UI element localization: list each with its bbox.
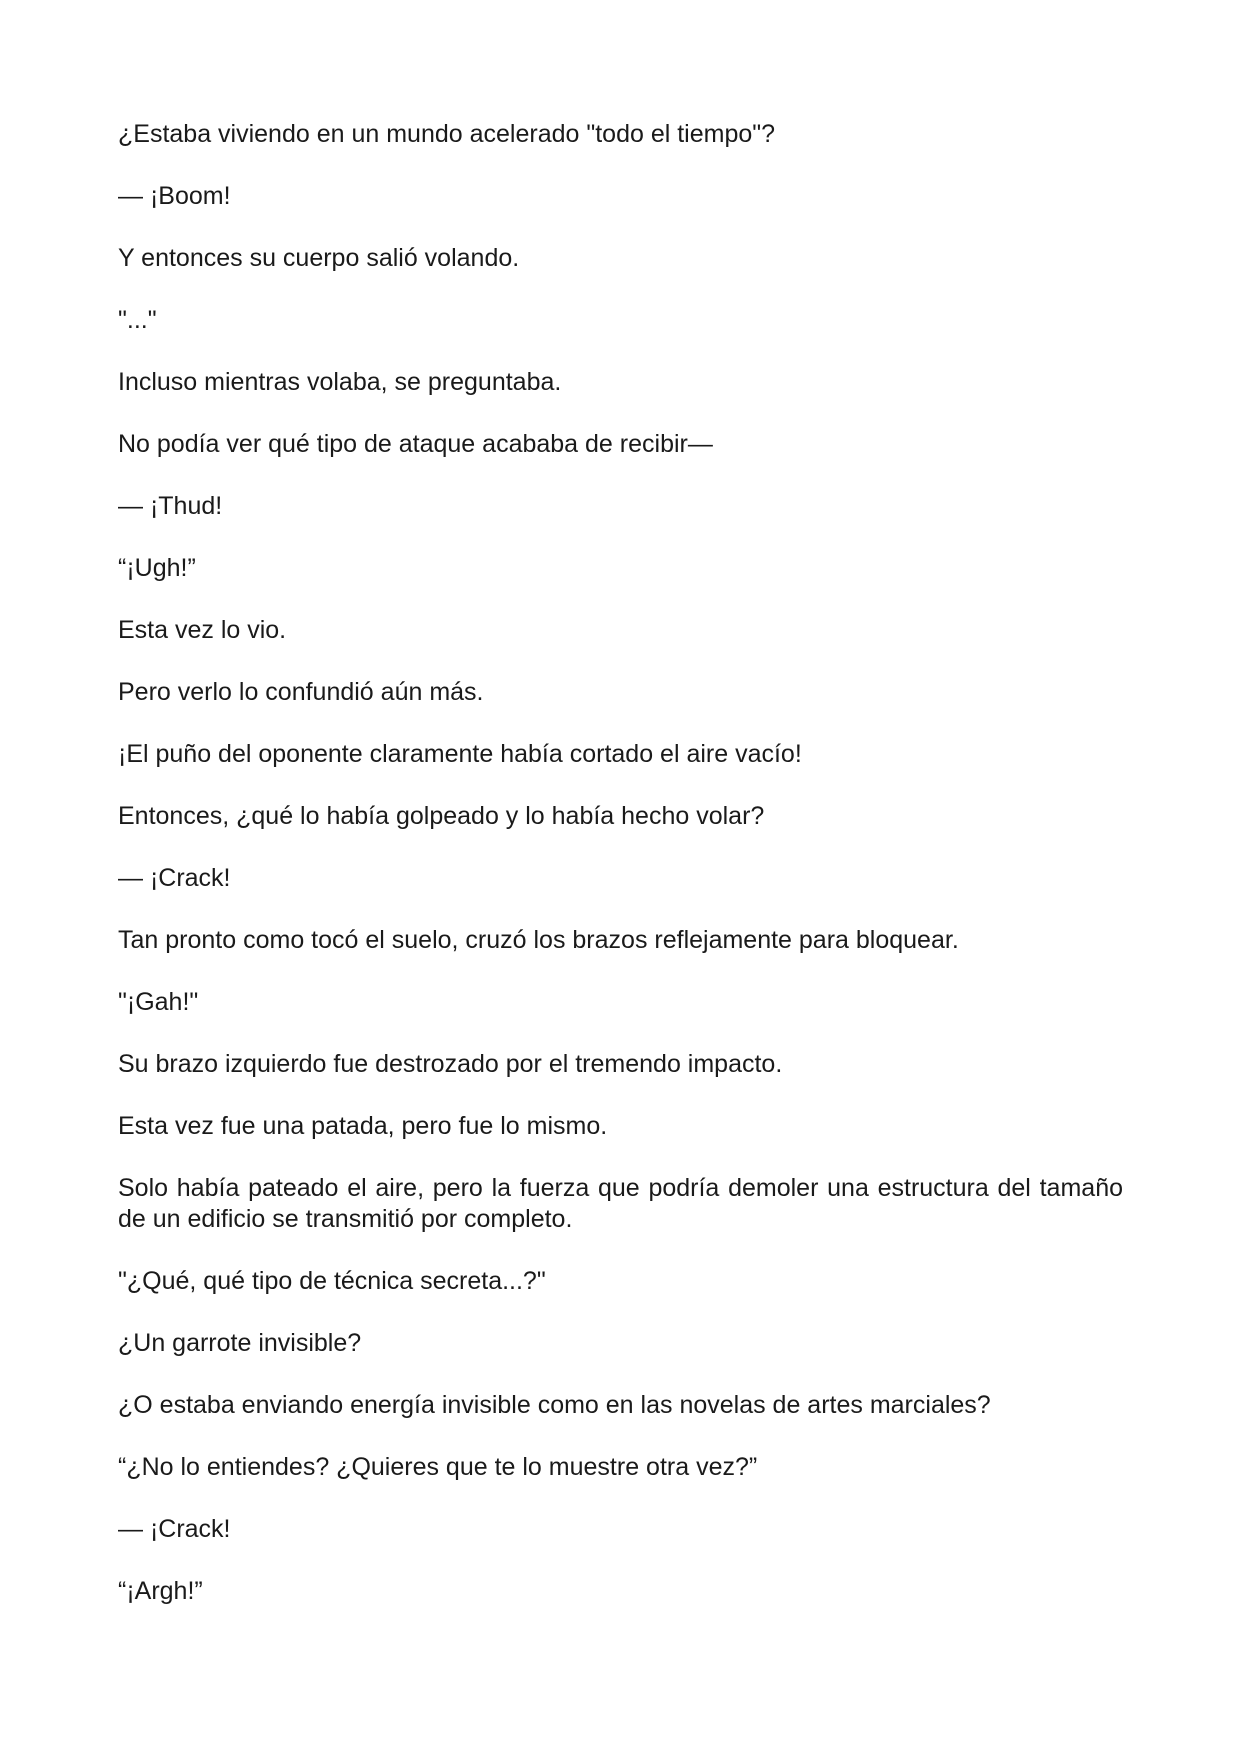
paragraph-19: "¿Qué, qué tipo de técnica secreta...?" xyxy=(118,1267,546,1295)
paragraph-11: ¡El puño del oponente claramente había cortado el aire vacío! xyxy=(118,740,802,768)
paragraph-1: ¿Estaba viviendo en un mundo acelerado "todo el tiempo"? xyxy=(118,120,776,148)
paragraph-17: Esta vez fue una patada, pero fue lo mismo. xyxy=(118,1112,608,1140)
paragraph-23: — ¡Crack! xyxy=(118,1515,231,1543)
paragraph-20: ¿Un garrote invisible? xyxy=(118,1329,362,1357)
paragraph-18: Solo había pateado el aire, pero la fuerza que podría demoler una estructura del tamaño de un edificio se transmitió por completo. xyxy=(118,1174,1123,1233)
paragraph-13: — ¡Crack! xyxy=(118,864,231,892)
paragraph-15: "¡Gah!" xyxy=(118,988,199,1016)
paragraph-5: Incluso mientras volaba, se preguntaba. xyxy=(118,368,562,396)
document-body xyxy=(118,119,1123,1638)
paragraph-21: ¿O estaba enviando energía invisible como en las novelas de artes marciales? xyxy=(118,1391,991,1419)
paragraph-10: Pero verlo lo confundió aún más. xyxy=(118,678,484,706)
paragraph-24: “¡Argh!” xyxy=(118,1577,203,1605)
paragraph-4: "..." xyxy=(118,306,157,334)
paragraph-12: Entonces, ¿qué lo había golpeado y lo había hecho volar? xyxy=(118,802,765,830)
paragraph-6: No podía ver qué tipo de ataque acababa de recibir— xyxy=(118,430,713,458)
paragraph-3: Y entonces su cuerpo salió volando. xyxy=(118,244,520,272)
paragraph-14: Tan pronto como tocó el suelo, cruzó los brazos reflejamente para bloquear. xyxy=(118,926,959,954)
paragraph-9: Esta vez lo vio. xyxy=(118,616,287,644)
paragraph-7: — ¡Thud! xyxy=(118,492,223,520)
paragraph-8: “¡Ugh!” xyxy=(118,554,196,582)
paragraph-16: Su brazo izquierdo fue destrozado por el tremendo impacto. xyxy=(118,1050,783,1078)
paragraph-2: — ¡Boom! xyxy=(118,182,231,210)
paragraph-22: “¿No lo entiendes? ¿Quieres que te lo muestre otra vez?” xyxy=(118,1453,758,1481)
